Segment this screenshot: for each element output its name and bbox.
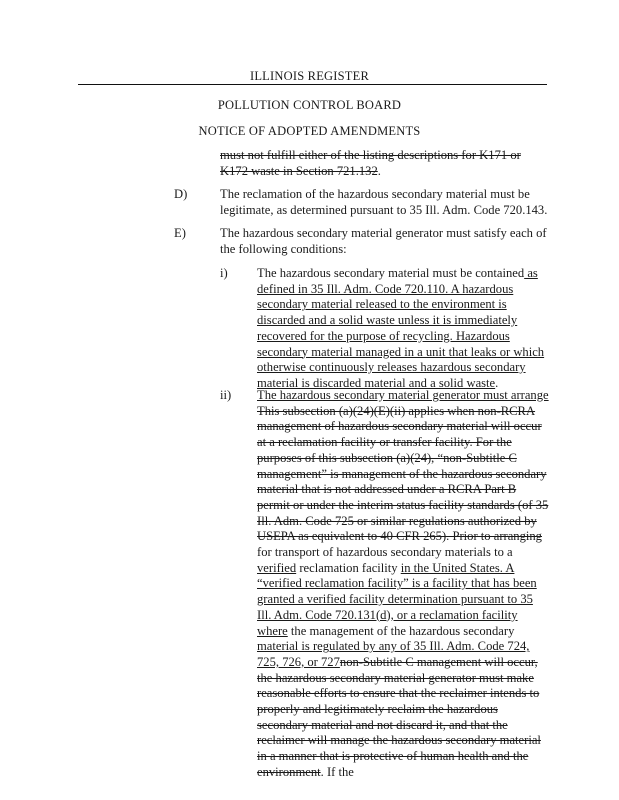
- notice-title: NOTICE OF ADOPTED AMENDMENTS: [198, 124, 421, 138]
- item-d-label: D): [174, 187, 188, 201]
- board-title: POLLUTION CONTROL BOARD: [217, 98, 402, 112]
- item-ii-text-5: . If the: [320, 764, 354, 779]
- continued-paragraph: [220, 148, 550, 179]
- item-ii-text-2: for transport of hazardous secondary materials to a: [257, 545, 513, 560]
- deleted-text: non-Subtitle C management will occur, the hazardous secondary material generator must make reasonable efforts to ensure that the reclaimer intends to properly and legitimately reclaim the hazardous secondary material and not discard it, and that the reclaimer will manage the hazardous secondary material in a manner that is protective of human health and the environment: [257, 654, 541, 779]
- item-e-label: E): [174, 226, 186, 240]
- inserted-text: verified: [257, 560, 297, 575]
- item-i-text: [257, 266, 550, 392]
- item-ii-text-3: reclamation facility: [296, 560, 401, 575]
- inserted-text: as defined in 35 Ill. Adm. Code 720.110. A hazardous secondary material released to the environment is discarded and a solid waste unless it is immediately recovered for the purpose of recycling. Hazardous secondary material managed in a unit that leaks or which otherwise continuously releases hazardous secondary material is discarded material and a solid waste: [257, 266, 545, 390]
- item-i-end: .: [495, 375, 499, 390]
- inserted-text: The hazardous secondary material generator must arrange: [257, 388, 549, 402]
- item-ii-text: [257, 388, 550, 781]
- inserted-text: material is regulated by any of 35 Ill. Adm. Code 724, 725, 726, or 727: [257, 639, 530, 669]
- item-i-text-a: The hazardous secondary material must be contained: [257, 266, 525, 280]
- item-d-text: The reclamation of the hazardous secondary material must be legitimate, as determined pursuant to 35 Ill. Adm. Code 720.143.: [220, 187, 548, 217]
- inserted-text: in the United States. A “verified reclamation facility” is a facility that has been granted a verified facility determination pursuant to 35 Ill. Adm. Code 720.131(d), or a reclamation facility where: [257, 560, 537, 638]
- deleted-text: This subsection (a)(24)(E)(ii) applies when non-RCRA management of hazardous secondary material will occur at a reclamation facility or transfer facility. For the purposes of this subsection (a)(24), “non-Subtitle C management” is management of the hazardous secondary material that is not addressed under a RCRA Part B permit or under the interim status facility standards (of 35 Ill. Adm. Code 725 or similar regulations authorized by USEPA as equivalent to 40 CFR 265). Prior to arranging: [257, 403, 549, 544]
- register-title: ILLINOIS REGISTER: [249, 69, 369, 83]
- header-rule: [78, 84, 547, 85]
- paragraph-end: .: [377, 163, 381, 178]
- item-ii-text-4: the management of the hazardous secondary: [287, 623, 515, 638]
- item-i-label: i): [220, 266, 228, 280]
- item-e-text: The hazardous secondary material generator must satisfy each of the following conditions:: [220, 226, 547, 256]
- deleted-text: must not fulfill either of the listing descriptions for K171 or K172 waste in Section 721.132: [220, 148, 521, 178]
- item-ii-label: ii): [220, 388, 232, 402]
